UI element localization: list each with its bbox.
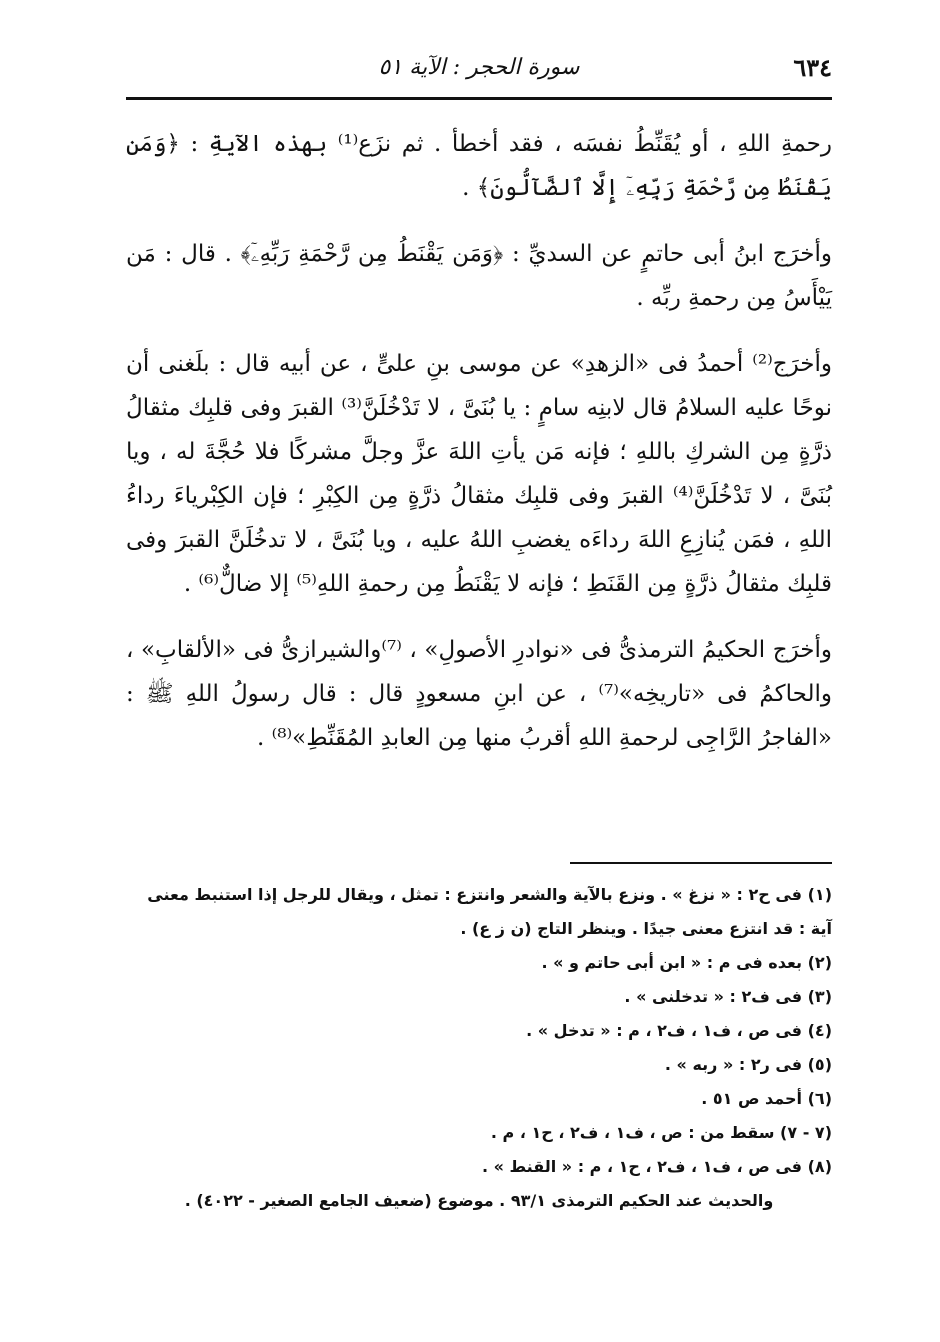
footnote-separator — [570, 862, 832, 864]
page-number: ٦٣٤ — [793, 53, 832, 82]
footnote-hadith-note: والحديث عند الحكيم الترمذى ٩٣/١ . موضوع (ضعيف الجامع الصغير - ٤٠٢٢) . — [184, 1191, 774, 1210]
header-rule — [126, 97, 832, 100]
footnote-2: (٢) بعده فى م : « ابن أبى حاتم و » . — [541, 953, 832, 972]
paragraph-1: رحمةِ اللهِ ، أو يُقَنِّطُ نفسَه ، فقد أخطأ . ثم نزَع⁽¹⁾ بهذه الآيةِ : ﴿وَمَن يَقْنَطُ مِن رَّحْمَةِ رَبِّهِۦٓ إِلَّا ٱلضَّآلُّونَ﴾ . — [126, 131, 832, 201]
footnote-5: (٥) فى ر٢ : « ربه » . — [664, 1055, 832, 1074]
paragraph-2: وأخرَج ابنُ أبى حاتمٍ عن السديِّ : ﴿وَمَن يَقْنَطُ مِن رَّحْمَةِ رَبِّهِۦٓ﴾ . قال : مَن يَيْأَسُ مِن رحمةِ ربِّه . — [126, 241, 832, 311]
footnote-6: (٦) أحمد ص ٥١ . — [701, 1089, 832, 1108]
page-header — [126, 50, 832, 90]
footnote-3: (٣) فى ف٢ : « تدخلنى » . — [624, 987, 832, 1006]
footnotes — [126, 878, 832, 1218]
footnote-7: (٧ - ٧) سقط من : ص ، ف١ ، ف٢ ، ح١ ، م . — [490, 1123, 832, 1142]
footnote-4: (٤) فى ص ، ف١ ، ف٢ ، م : « تدخل » . — [526, 1021, 832, 1040]
main-text — [126, 122, 832, 782]
footnote-1: (١) فى ح٢ : « نزغ » . ونزع بالآية والشعر وانتزع : تمثل ، ويقال للرجل إذا استنبط معنى آية : قد انتزع معنى جيدًا . وينظر التاج (ن ز ع) . — [147, 885, 832, 938]
footnote-8: (٨) فى ص ، ف١ ، ف٢ ، ح١ ، م : « القنط » . — [481, 1157, 832, 1176]
running-head: سورة الحجر : الآية ٥١ — [378, 55, 580, 80]
paragraph-3: وأخرَج⁽²⁾ أحمدُ فى «الزهدِ» عن موسى بنِ علىٍّ ، عن أبيه قال : بلَغنى أن نوحًا عليه السلامُ قال لابنِه سامٍ : يا بُنَىَّ ، لا تَدْخُلَنَّ⁽³⁾ القبرَ وفى قلبِك مثقالُ ذرَّةٍ مِن الشركِ باللهِ ؛ فإنه مَن يأتِ اللهَ عزَّ وجلَّ مشركًا فلا حُجَّةَ له ، ويا بُنَىَّ ، لا تَدْخُلَنَّ⁽⁴⁾ القبرَ وفى قلبِك مثقالُ ذرَّةٍ مِن الكِبْرِ ؛ فإن الكِبْرياءَ رداءُ اللهِ ، فمَن يُنازِعِ اللهَ رداءَه يغضبِ اللهُ عليه ، ويا بُنَىَّ ، لا تدخُلَنَّ القبرَ وفى قلبِك مثقالُ ذرَّةٍ مِن القَنَطِ ؛ فإنه لا يَقْنَطُ مِن رحمةِ اللهِ⁽⁵⁾ إلا ضالٌّ⁽⁶⁾ . — [126, 351, 832, 597]
paragraph-4: وأخرَج الحكيمُ الترمذىُّ فى «نوادرِ الأصولِ» ، ⁽⁷⁾والشيرازىُّ فى «الألقابِ» ، والحاكمُ فى «تاريخِه»⁽⁷⁾ ، عن ابنِ مسعودٍ قال : قال رسولُ اللهِ ﷺ : «الفاجرُ الرَّاجِى لرحمةِ اللهِ أقربُ منها مِن العابدِ المُقَنِّطِ»⁽⁸⁾ . — [126, 637, 832, 751]
